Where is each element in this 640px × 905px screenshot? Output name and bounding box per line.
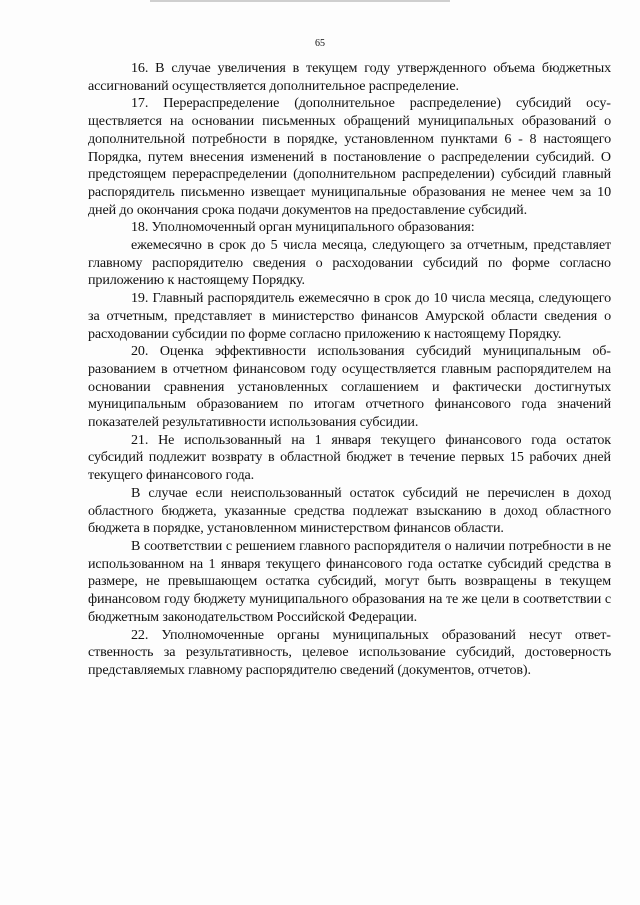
scan-edge-mark	[150, 0, 450, 2]
paragraph-21: 21. Не использованный на 1 января текущего финансового года остаток субсидий подлежит возврату в областной бюджет в течение первых 15 рабочих дней текущего финансового года.	[88, 431, 611, 484]
page-number: 65	[315, 38, 325, 49]
paragraph-21-cont-1: В случае если неиспользованный остаток субсидий не перечислен в доход областного бюджета, указанные средства подлежат взысканию в доход областного бюджета в порядке, установленном министерством финансов области.	[88, 484, 611, 537]
paragraph-16: 16. В случае увеличения в текущем году утвержденного объема бюджетных ассигнований осуществляется дополнительное распределение.	[88, 60, 611, 94]
paragraph-19: 19. Главный распорядитель ежемесячно в срок до 10 числа месяца, следующего за отчетным, представляет в министерство финансов Амурской области сведения о расходовании субсидии по форме согласно приложению к настоящему Порядку.	[88, 290, 611, 342]
paragraph-17: 17. Перераспределение (дополнительное распределение) субсидий осуществляется на основании письменных обращений муниципальных образований о дополнительной потребности в порядке, установленном пунктами 6 - 8 настоящего Порядка, путем внесения изменений в постановление о распределении субсидий. О предстоящем перераспределении (дополнительном распределении) субсидий главный распорядитель письменно извещает муниципальные образования не менее чем за 10 дней до окончания срока подачи документов на предоставление субсидий.	[88, 95, 611, 218]
paragraph-20: 20. Оценка эффективности использования субсидий муниципальным образованием в отчетном финансовом году осуществляется главным распорядителем на основании сравнения установленных соглашением и фактически достигнутых муниципальным образованием по итогам отчетного финансового года значений показателей результативности использования субсидии.	[88, 343, 611, 431]
document-body	[88, 60, 611, 680]
paragraph-22: 22. Уполномоченные органы муниципальных образований несут ответственность за результативность, целевое использование субсидий, достоверность представляемых главному распорядителю сведений (документов, отчетов).	[88, 626, 611, 678]
paragraph-21-cont-2: В соответствии с решением главного распорядителя о наличии потребности в не использованном на 1 января текущего финансового года остатке субсидий средства в размере, не превышающем остатка субсидий, могут быть возвращены в текущем финансовом году бюджету муниципального образования на те же цели в соответствии с бюджетным законодательством Российской Федерации.	[88, 537, 611, 625]
paragraph-18-item: ежемесячно в срок до 5 числа месяца, следующего за отчетным, представляет главному распорядителю сведения о расходовании субсидий по форме согласно приложению к настоящему Порядку.	[88, 237, 611, 289]
paragraph-18: 18. Уполномоченный орган муниципального образования:	[131, 219, 475, 236]
